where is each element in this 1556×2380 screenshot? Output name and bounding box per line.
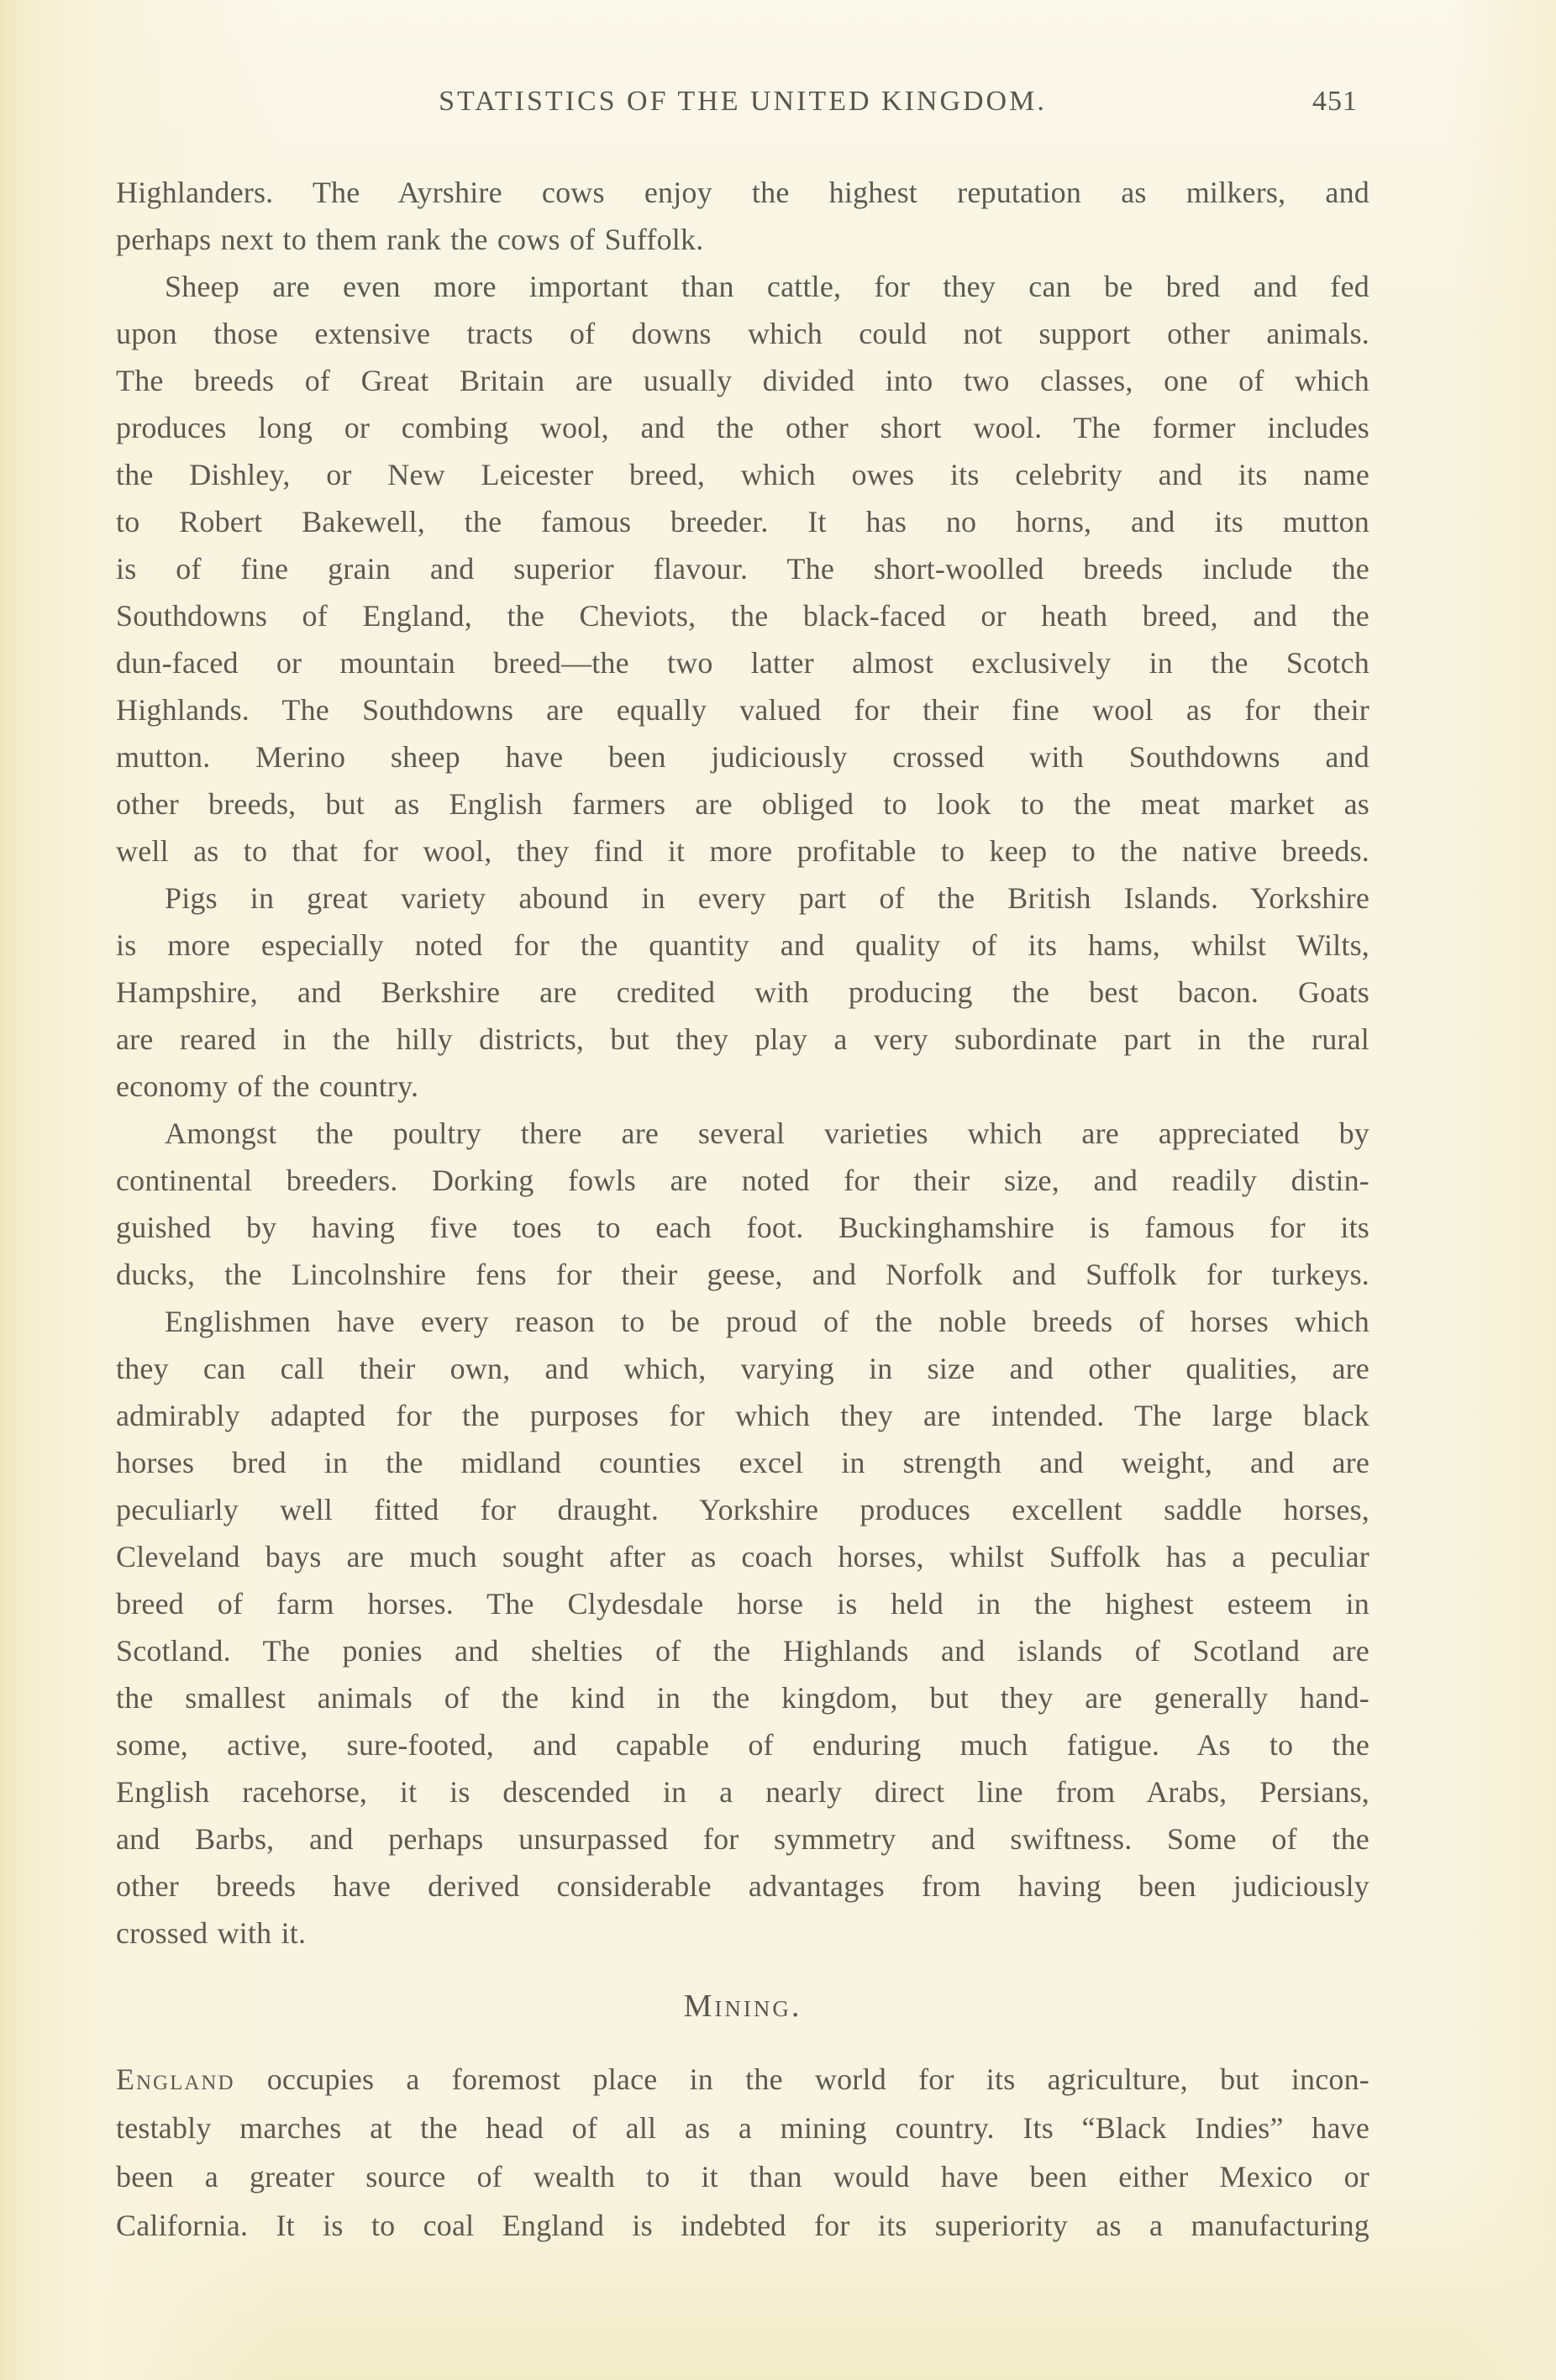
paragraph-lead-small-caps: England bbox=[116, 2062, 235, 2096]
text-line: to Robert Bakewell, the famous breeder. It has no horns, and its mutton bbox=[116, 505, 1369, 539]
text-line: English racehorse, it is descended in a nearly direct line from Arabs, Persians, bbox=[116, 1775, 1369, 1809]
text-line: are reared in the hilly districts, but they play a very subordinate part in the rural bbox=[116, 1022, 1369, 1056]
text-line: ducks, the Lincolnshire fens for their geese, and Norfolk and Suffolk for turkeys. bbox=[116, 1258, 1369, 1291]
running-head bbox=[116, 86, 1369, 123]
paragraph bbox=[116, 1110, 1369, 1298]
text-line-rest: occupies a foremost place in the world for its agriculture, but incon- bbox=[266, 2062, 1369, 2096]
text-line: Sheep are even more important than cattle, for they can be bred and fed bbox=[165, 270, 1369, 303]
paragraph bbox=[116, 169, 1369, 263]
text-line: economy of the country. bbox=[116, 1069, 419, 1103]
text-line: Pigs in great variety abound in every part of the British Islands. Yorkshire bbox=[165, 881, 1369, 915]
body-text-block bbox=[116, 169, 1369, 1957]
text-line: been a greater source of wealth to it than would have been either Mexico or bbox=[116, 2160, 1369, 2193]
text-line: perhaps next to them rank the cows of Suffolk. bbox=[116, 223, 704, 256]
text-line: Amongst the poultry there are several varieties which are appreciated by bbox=[165, 1116, 1369, 1150]
text-line: and Barbs, and perhaps unsurpassed for symmetry and swiftness. Some of the bbox=[116, 1822, 1369, 1856]
text-line: is of fine grain and superior flavour. The short-woolled breeds include the bbox=[116, 552, 1369, 586]
text-line: breed of farm horses. The Clydesdale horse is held in the highest esteem in bbox=[116, 1587, 1369, 1621]
paragraph bbox=[116, 875, 1369, 1110]
text-line: mutton. Merino sheep have been judiciously crossed with Southdowns and bbox=[116, 740, 1369, 774]
text-line: Hampshire, and Berkshire are credited with producing the best bacon. Goats bbox=[116, 975, 1369, 1009]
paragraph bbox=[116, 263, 1369, 875]
text-line: Southdowns of England, the Cheviots, the black-faced or heath breed, and the bbox=[116, 599, 1369, 633]
page-number: 451 bbox=[1312, 86, 1358, 117]
text-line: well as to that for wool, they find it more profitable to keep to the native breeds. bbox=[116, 834, 1369, 868]
text-line: upon those extensive tracts of downs which could not support other animals. bbox=[116, 317, 1369, 350]
text-line: the Dishley, or New Leicester breed, which owes its celebrity and its name bbox=[116, 458, 1369, 491]
text-line: crossed with it. bbox=[116, 1916, 307, 1950]
text-line: peculiarly well fitted for draught. Yorkshire produces excellent saddle horses, bbox=[116, 1493, 1369, 1526]
text-line: the smallest animals of the kind in the kingdom, but they are generally hand- bbox=[116, 1681, 1369, 1715]
text-line: Scotland. The ponies and shelties of the Highlands and islands of Scotland are bbox=[116, 1634, 1369, 1668]
text-line: produces long or combing wool, and the other short wool. The former includes bbox=[116, 411, 1369, 444]
text-line: dun-faced or mountain breed—the two latter almost exclusively in the Scotch bbox=[116, 646, 1369, 680]
text-line: Cleveland bays are much sought after as coach horses, whilst Suffolk has a peculiar bbox=[116, 1540, 1369, 1574]
text-line: testably marches at the head of all as a mining country. Its “Black Indies” have bbox=[116, 2111, 1369, 2145]
text-line: Englishmen have every reason to be proud of the noble breeds of horses which bbox=[165, 1305, 1369, 1338]
text-line: horses bred in the midland counties excel in strength and weight, and are bbox=[116, 1446, 1369, 1479]
text-line: Highlands. The Southdowns are equally valued for their fine wool as for their bbox=[116, 693, 1369, 727]
text-line bbox=[116, 2055, 1369, 2104]
text-line: Highlanders. The Ayrshire cows enjoy the highest reputation as milkers, and bbox=[116, 176, 1369, 209]
text-line: some, active, sure-footed, and capable of enduring much fatigue. As to the bbox=[116, 1728, 1369, 1762]
text-line: other breeds have derived considerable advantages from having been judiciously bbox=[116, 1869, 1369, 1903]
text-line: admirably adapted for the purposes for which they are intended. The large black bbox=[116, 1399, 1369, 1432]
text-line: continental breeders. Dorking fowls are noted for their size, and readily distin- bbox=[116, 1164, 1369, 1197]
section-heading-mining: Mining. bbox=[683, 1989, 802, 2024]
text-line: guished by having five toes to each foot. Buckinghamshire is famous for its bbox=[116, 1211, 1369, 1244]
text-line: other breeds, but as English farmers are obliged to look to the meat market as bbox=[116, 787, 1369, 821]
text-line: is more especially noted for the quantity and quality of its hams, whilst Wilts, bbox=[116, 928, 1369, 962]
paragraph bbox=[116, 1298, 1369, 1957]
text-line: California. It is to coal England is indebted for its superiority as a manufacturing bbox=[116, 2209, 1369, 2242]
text-line: they can call their own, and which, varying in size and other qualities, are bbox=[116, 1352, 1369, 1385]
paragraph bbox=[116, 2055, 1369, 2250]
text-line: The breeds of Great Britain are usually divided into two classes, one of which bbox=[116, 364, 1369, 397]
page-header-title: STATISTICS OF THE UNITED KINGDOM. bbox=[439, 86, 1047, 117]
